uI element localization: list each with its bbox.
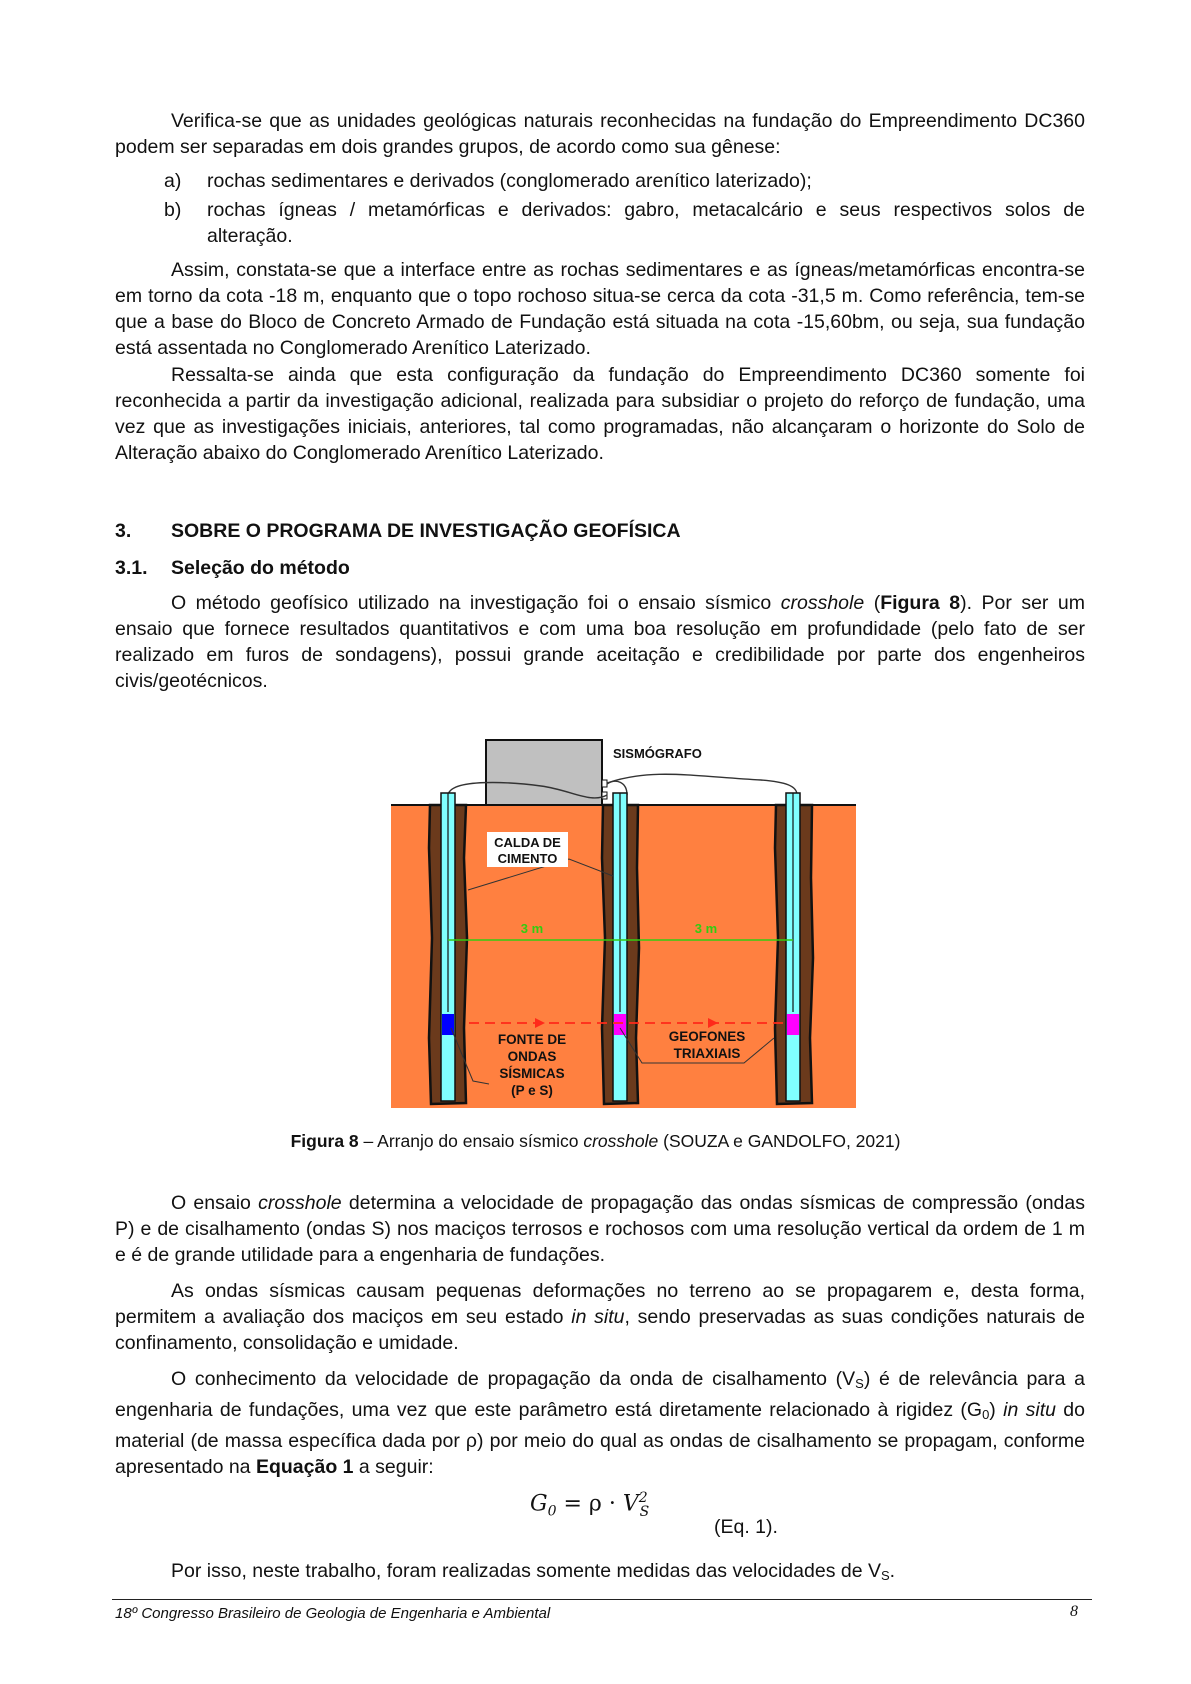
- distance-label: 3 m: [520, 921, 544, 936]
- equation-number: (Eq. 1).: [714, 1516, 778, 1538]
- source-label: (P e S): [511, 1083, 553, 1098]
- text-run: determina a velocidade de propagação das ondas sísmicas de compressão (ondas P) e de cisalhamento (ondas S) nos maciços terrosos e rochosos com uma resolução vertical da ordem de 1 m e é de grande utilidade para a engenharia de fundações.: [115, 1192, 1086, 1266]
- text-run: do material (de massa específica dada por ρ) por meio do qual as ondas de cisalhamento se propagam, conforme apresentado na: [115, 1399, 1085, 1478]
- geophone-label: GEOFONES: [668, 1029, 746, 1044]
- paragraph-configuration: Ressalta-se ainda que esta configuração da fundação do Empreendimento DC360 somente foi reconhecida a partir da investigação adicional, realizada para subsidiar o projeto do reforço de fundação, uma vez que as investigações iniciais, anteriores, tal como programadas, não alcançaram o horizonte do Solo de Alteração abaixo do Conglomerado Arenítico Laterizado.: [115, 364, 1085, 464]
- caption-label: Figura 8: [290, 1131, 359, 1151]
- figure-reference: Figura 8: [880, 592, 961, 614]
- text-run: .: [889, 1560, 896, 1582]
- distance-label: 3 m: [694, 921, 718, 936]
- text-run: a seguir:: [353, 1456, 434, 1478]
- list-item-a: [164, 168, 1085, 194]
- borehole-geophone-1: [602, 793, 639, 1104]
- section-number: 3.: [115, 520, 132, 542]
- source-label: SÍSMICAS: [499, 1066, 565, 1081]
- geophone: [614, 1014, 626, 1035]
- paragraph-conclusion: [115, 1558, 1085, 1589]
- text-run: , sendo preservadas as suas condições naturais de confinamento, consolidação e umidade.: [115, 1306, 1086, 1354]
- subsection-number: 3.1.: [115, 557, 148, 579]
- italic-term: crosshole: [583, 1131, 659, 1151]
- text-run: ) é de relevância para a engenharia de fundações, uma vez que este parâmetro está diretamente relacionado à rigidez (G: [115, 1368, 1086, 1421]
- text-run: – Arranjo do ensaio sísmico: [358, 1131, 584, 1151]
- list-text: rochas ígneas / metamórficas e derivados: gabro, metacalcário e seus respectivos solos de alteração.: [207, 199, 1085, 247]
- section-title: SOBRE O PROGRAMA DE INVESTIGAÇÃO GEOFÍSICA: [171, 520, 681, 542]
- footer-conference: 18º Congresso Brasileiro de Geologia de Engenharia e Ambiental: [115, 1605, 551, 1622]
- list-marker: b): [164, 199, 182, 221]
- equation-subscript: 0: [547, 1503, 557, 1520]
- equation-subscript: S: [639, 1503, 650, 1520]
- grout-label: CALDA DE: [494, 835, 561, 850]
- section-heading: [115, 518, 681, 544]
- text-run: ): [989, 1399, 1004, 1421]
- text-run: O ensaio: [171, 1192, 259, 1214]
- list-item-b: [164, 197, 1085, 249]
- seismograph-port: [602, 780, 607, 787]
- borehole-geophone-2: [775, 793, 813, 1104]
- subscript: 0: [982, 1407, 990, 1422]
- equation-operator: = ρ ·: [556, 1491, 623, 1517]
- paragraph-interface: Assim, constata-se que a interface entre as rochas sedimentares e as ígneas/metamórficas encontra-se em torno da cota -18 m, enquanto que o topo rochoso situa-se cerca da cota -31,5 m. Como referência, tem-se que a base do Bloco de Concreto Armado de Fundação está situada na cota -15,60bm, ou seja, sua fundação está assentada no Conglomerado Arenítico Laterizado.: [115, 259, 1085, 359]
- source-label: ONDAS: [507, 1049, 557, 1064]
- text-run: (: [864, 592, 881, 614]
- figure-crosshole-diagram: [391, 738, 861, 1110]
- text-run: O método geofísico utilizado na investigação foi o ensaio sísmico: [171, 592, 781, 614]
- equation-1: [530, 1490, 649, 1520]
- text-run: ). Por ser um ensaio que fornece resultados quantitativos e com uma boa resolução em profundidade (pelo fato de ser realizado em furos de sondagens), possui grande aceitação e credibilidade por parte dos engenheiros civis/geotécnicos.: [115, 592, 1085, 692]
- paragraph-geological-units: Verifica-se que as unidades geológicas naturais reconhecidas na fundação do Empreendimento DC360 podem ser separadas em dois grandes grupos, de acordo como sua gênese:: [115, 110, 1085, 158]
- figure-caption: [0, 1130, 1191, 1152]
- equation-superscript: 2: [638, 1490, 648, 1506]
- subscript: S: [880, 1568, 890, 1583]
- equation-symbol: G: [530, 1491, 548, 1517]
- cable: [607, 774, 797, 795]
- seismograph-label: SISMÓGRAFO: [613, 746, 702, 761]
- list-marker: a): [164, 170, 182, 192]
- page-number: 8: [1070, 1603, 1078, 1620]
- italic-term: crosshole: [258, 1192, 342, 1214]
- subsection-title: Seleção do método: [171, 557, 350, 579]
- source-label: FONTE DE: [497, 1032, 567, 1047]
- paragraph-seismic-waves: [115, 1278, 1085, 1356]
- equation-symbol: V: [622, 1491, 639, 1517]
- grout-label: CIMENTO: [497, 851, 558, 866]
- subscript: S: [855, 1376, 864, 1391]
- text-run: O conhecimento da velocidade de propagação da onda de cisalhamento (V: [171, 1368, 856, 1390]
- paragraph-shear-velocity: [115, 1366, 1085, 1480]
- paragraph-crosshole-test: [115, 1190, 1085, 1268]
- subsection-heading: [115, 555, 350, 581]
- geophone-label: TRIAXIAIS: [673, 1046, 741, 1061]
- footer-divider: [112, 1599, 1092, 1600]
- borehole-source: [429, 793, 467, 1104]
- italic-term: in situ: [1003, 1399, 1056, 1421]
- text-run: As ondas sísmicas causam pequenas deformações no terreno ao se propagarem e, desta forma, permitem a avaliação dos maciços em seu estado: [115, 1280, 1085, 1328]
- seismograph-box: [486, 740, 602, 805]
- italic-term: crosshole: [780, 592, 865, 614]
- italic-term: in situ: [571, 1306, 625, 1328]
- list-text: rochas sedimentares e derivados (conglomerado arenítico laterizado);: [207, 170, 812, 192]
- geophone: [787, 1014, 799, 1035]
- paragraph-method: [115, 590, 1085, 694]
- text-run: Por isso, neste trabalho, foram realizadas somente medidas das velocidades de V: [171, 1560, 881, 1582]
- text-run: (SOUZA e GANDOLFO, 2021): [658, 1131, 901, 1151]
- equation-reference: Equação 1: [255, 1456, 354, 1478]
